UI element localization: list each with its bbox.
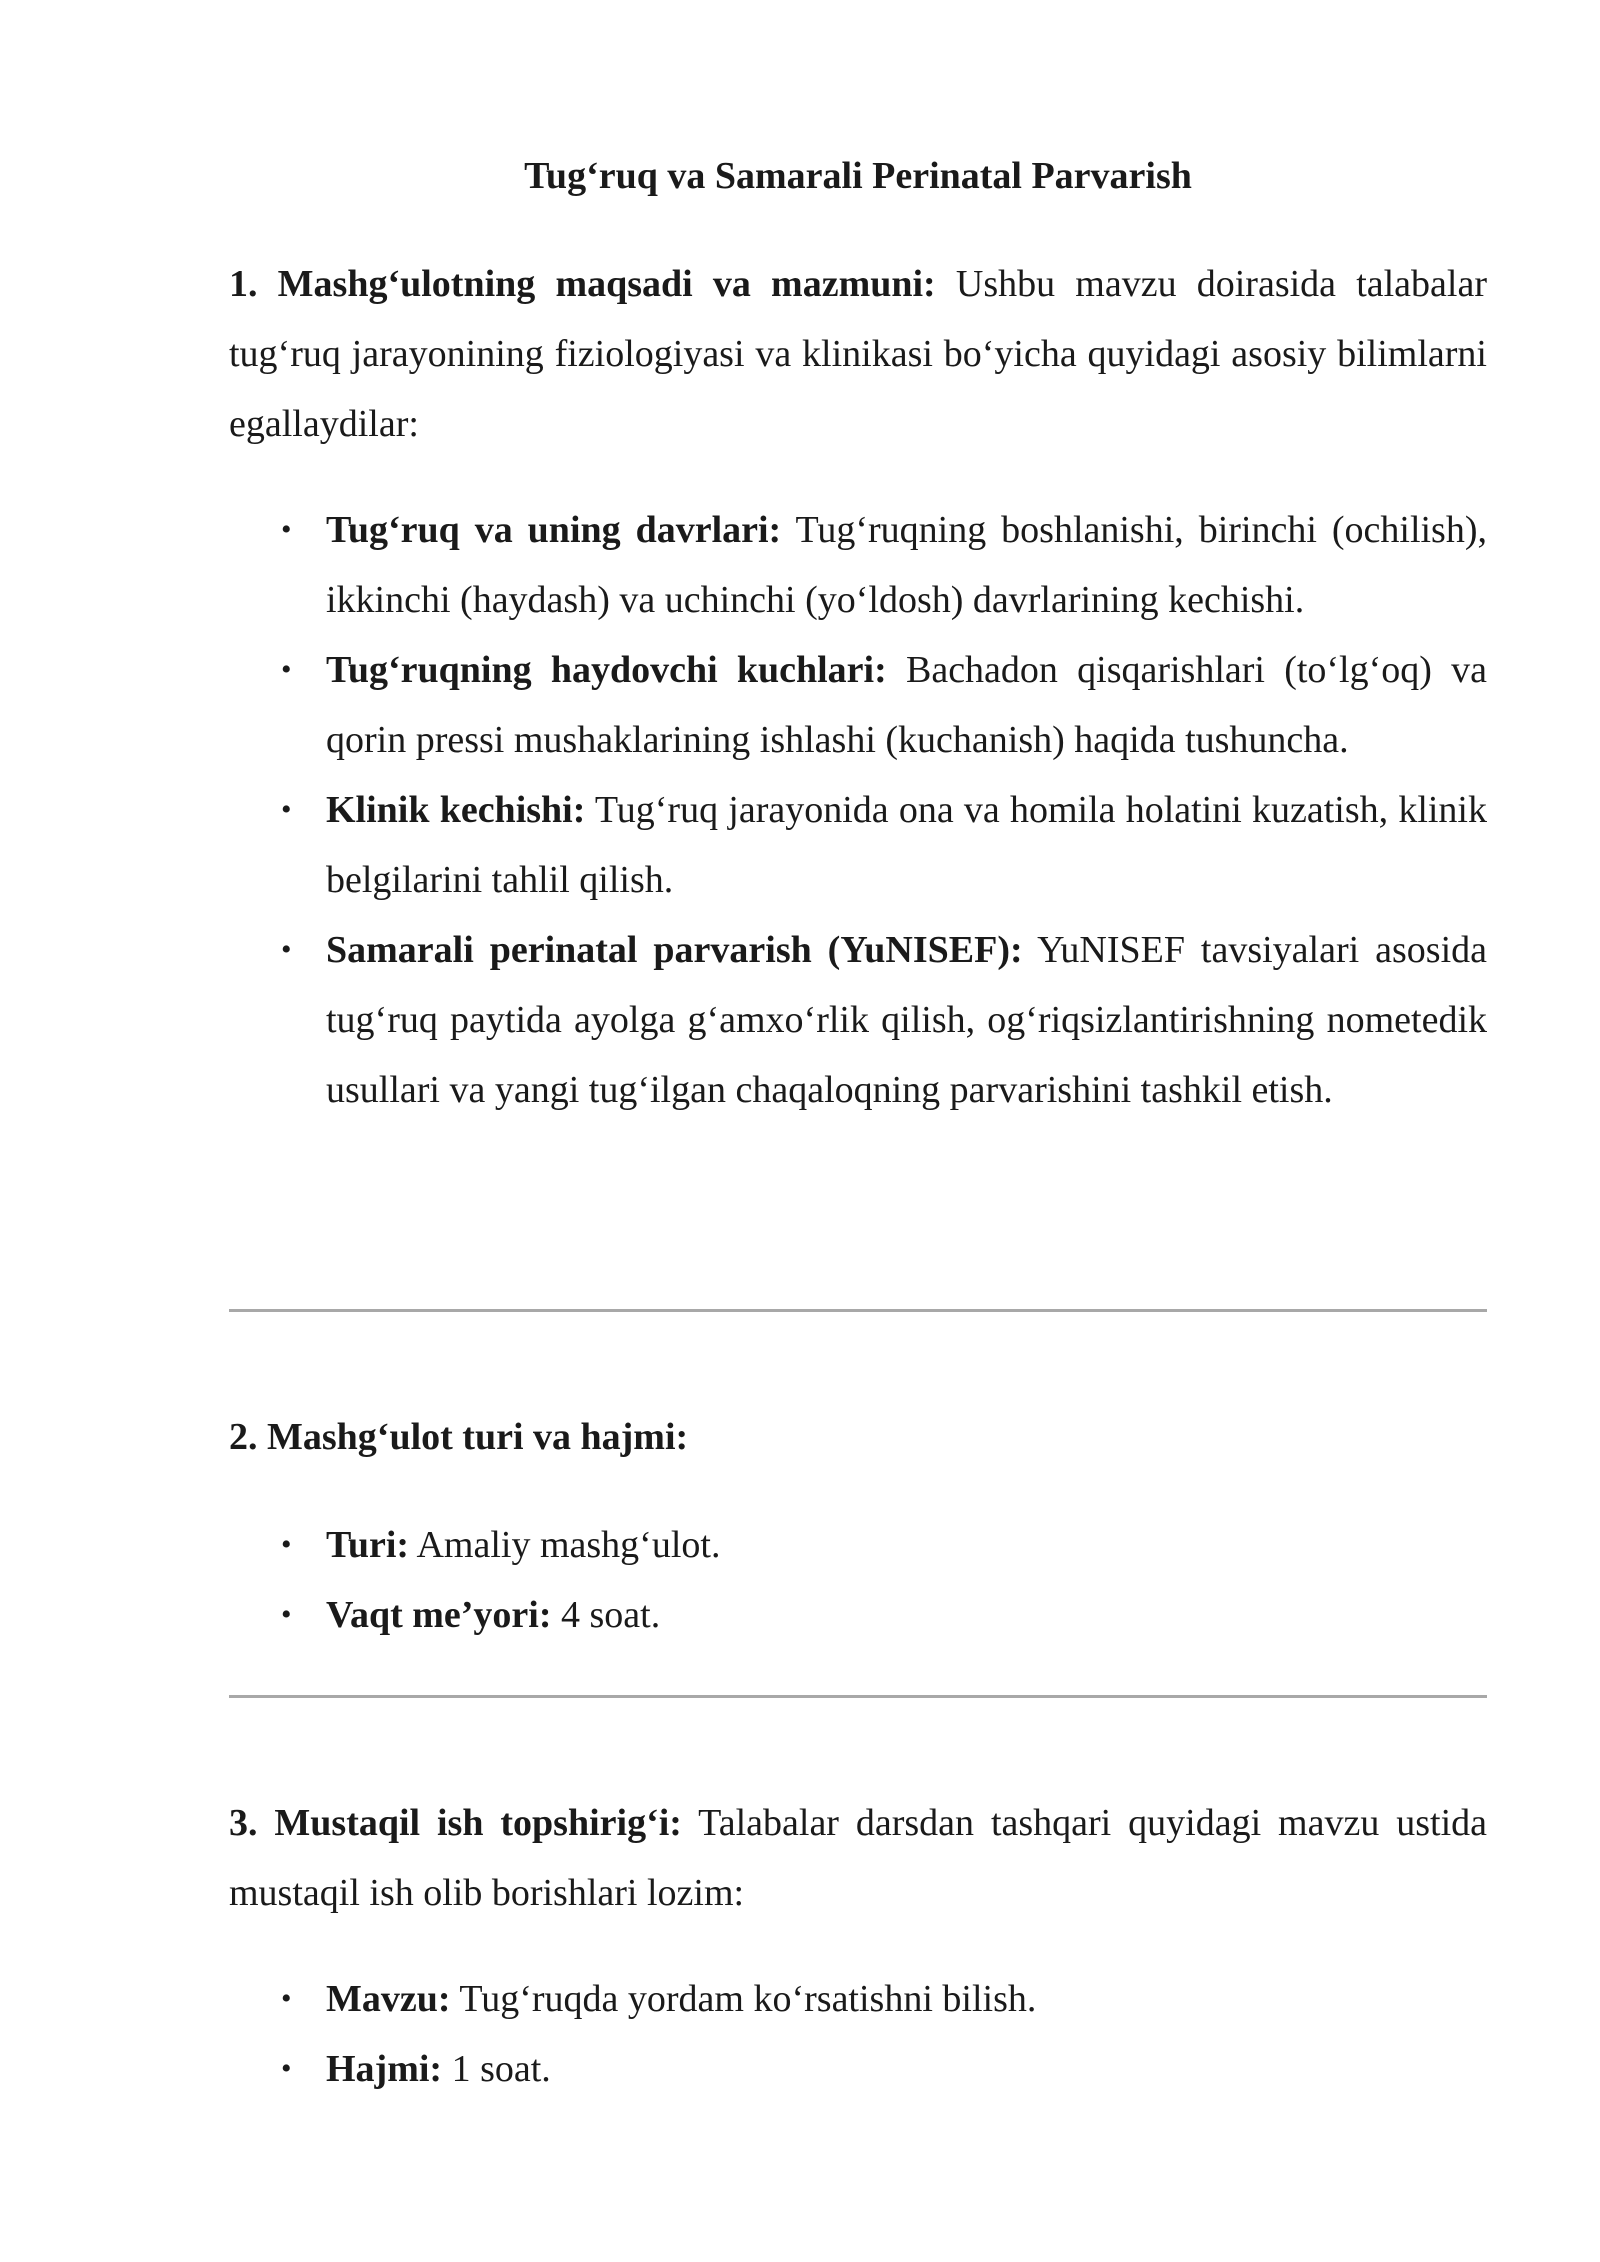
document-title: Tug‘ruq va Samarali Perinatal Parvarish <box>524 155 1192 197</box>
bullet-icon: • <box>281 1598 292 1631</box>
section-independent-work-intro <box>229 1788 1487 1928</box>
item-label: Klinik kechishi: <box>326 789 586 831</box>
section-independent-work-list <box>229 1964 1487 2104</box>
section-goals-text: Ushbu mavzu doirasida talabalar tug‘ruq jarayonining fiziologiyasi va klinikasi bo‘yicha quyidagi asosiy bilimlarni egallaydilar: <box>229 263 1487 445</box>
list-item <box>229 915 1487 1125</box>
item-label: Samarali perinatal parvarish (YuNISEF): <box>326 929 1023 971</box>
list-item <box>229 1964 1487 2034</box>
bullet-icon: • <box>281 1528 292 1561</box>
bullet-icon: • <box>281 653 292 686</box>
list-item <box>229 2034 1487 2104</box>
section-independent-work-text: Talabalar darsdan tashqari quyidagi mavzu ustida mustaqil ish olib borishlari lozim: <box>229 1802 1487 1914</box>
bullet-icon: • <box>281 933 292 966</box>
item-text: Amaliy mashg‘ulot. <box>409 1524 721 1566</box>
list-item <box>229 1580 1487 1650</box>
item-text: Tug‘ruq jarayonida ona va homila holatini kuzatish, klinik belgilarini tahlil qilish. <box>326 789 1487 901</box>
section-independent-work-heading: 3. Mustaqil ish topshirig‘i: <box>229 1802 682 1844</box>
section-type <box>229 1402 1487 1472</box>
section-goals-intro <box>229 249 1487 459</box>
item-label: Turi: <box>326 1524 410 1566</box>
bullet-icon: • <box>281 1982 292 2015</box>
item-text: 1 soat. <box>442 2048 551 2090</box>
item-text: Tug‘ruqda yordam ko‘rsatishni bilish. <box>450 1978 1037 2020</box>
section-divider <box>229 1695 1487 1698</box>
list-item <box>229 495 1487 635</box>
section-type-heading-line <box>229 1402 1487 1472</box>
section-goals-list <box>229 495 1487 1125</box>
item-text: Tug‘ruqning boshlanishi, birinchi (ochilish), ikkinchi (haydash) va uchinchi (yo‘ldosh) davrlarining kechishi. <box>326 509 1488 621</box>
list-item <box>229 775 1487 915</box>
bullet-icon: • <box>281 513 292 546</box>
list-item <box>229 635 1487 775</box>
section-type-list <box>229 1510 1487 1650</box>
item-text: Bachadon qisqarishlari (to‘lg‘oq) va qorin pressi mushaklarining ishlashi (kuchanish) haqida tushuncha. <box>326 649 1487 761</box>
item-label: Tug‘ruqning haydovchi kuchlari: <box>326 649 887 691</box>
section-divider <box>229 1309 1487 1312</box>
bullet-icon: • <box>281 793 292 826</box>
item-label: Hajmi: <box>326 2048 443 2090</box>
item-label: Tug‘ruq va uning davrlari: <box>326 509 782 551</box>
section-goals <box>229 249 1487 459</box>
bullet-icon: • <box>281 2052 292 2085</box>
section-goals-heading: 1. Mashg‘ulotning maqsadi va mazmuni: <box>229 263 936 305</box>
section-type-heading: 2. Mashg‘ulot turi va hajmi: <box>229 1416 689 1458</box>
item-label: Mavzu: <box>326 1978 451 2020</box>
item-text: 4 soat. <box>551 1594 661 1636</box>
section-independent-work <box>229 1788 1487 1928</box>
item-text: YuNISEF tavsiyalari asosida tug‘ruq paytida ayolga g‘amxo‘rlik qilish, og‘riqsizlantirishning nometedik usullari va yangi tug‘ilgan chaqaloqning parvarishini tashkil etish. <box>326 929 1487 1111</box>
item-label: Vaqt me’yori: <box>326 1594 552 1636</box>
list-item <box>229 1510 1487 1580</box>
